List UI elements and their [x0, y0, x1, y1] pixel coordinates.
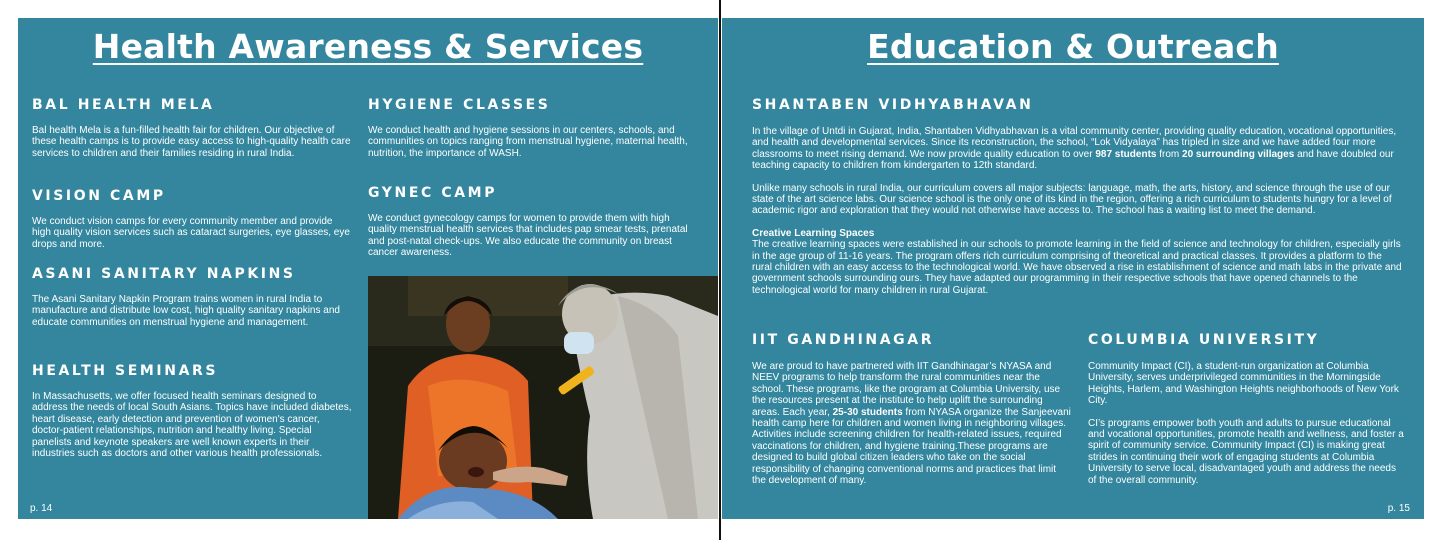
section-paragraph: In the village of Untdi in Gujarat, India, Shantaben Vidhyabhavan is a vital community center, providing quality education, vocational opportunities, and health and developmental services. Since its reconstruction, the school, “Lok Vidyalaya” has tripled in size and we have added four more classrooms to meet rising demand. We now provide quality education to over 987 students from 20 surrounding villages and have doubled our teaching capacity to children from kindergarten to 12th standard.	[752, 126, 1397, 172]
highlight-students: 25-30 students	[832, 406, 903, 418]
section-heading: VISION CAMP	[32, 188, 166, 204]
section-paragraph: Unlike many schools in rural India, our curriculum covers all major subjects: language, math, the arts, history, and science through the use of our state of the art science labs. Our science school is the only one of its kind in the region, offering a rich curriculum to students hungry for a level of academic rigor and exploration that they would not otherwise have access to. The school has a waiting list to meet the demand.	[752, 182, 1392, 217]
section-heading: ASANI SANITARY NAPKINS	[32, 266, 296, 282]
section-body: In Massachusetts, we offer focused health seminars designed to address the needs of local South Asians. Topics have included diabetes, heart disease, early detection and prevention of women's cancer, doctor-patient relationships, nutrition and healthy living. Special panelists and keynote speakers are well known experts in their industries such as doctors and other various health professionals.	[32, 391, 352, 460]
left-page	[18, 18, 718, 519]
section-heading: GYNEC CAMP	[368, 185, 498, 201]
section-vision-camp	[32, 188, 352, 250]
photo-illustration	[368, 276, 718, 519]
section-bal-health-mela	[32, 97, 352, 159]
section-heading: COLUMBIA UNIVERSITY	[1088, 332, 1320, 348]
subsection-heading: Creative Learning Spaces	[752, 227, 875, 239]
section-paragraph: Community Impact (CI), a student-run organization at Columbia University, serves underprivileged communities in the Morningside Heights, Harlem, and Washington Heights neighborhoods of New York City.	[1088, 361, 1399, 407]
page-number: p. 14	[30, 503, 53, 514]
section-paragraph: CI’s programs empower both youth and adults to pursue educational and vocational opportunities, promote health and wellness, and foster a spirit of community service. Community Impact (CI) is making great strides in continuing their work of engaging students at Columbia University to serve local, disadvantaged youth and address the needs of the overall community.	[1088, 417, 1404, 486]
spread-divider	[719, 0, 721, 540]
section-gynec-camp	[368, 185, 688, 259]
section-body: We conduct health and hygiene sessions in our centers, schools, and communities on topics ranging from menstrual hygiene, maternal health, nutrition, the importance of WASH.	[368, 125, 688, 159]
section-health-seminars	[32, 363, 352, 459]
section-heading: HEALTH SEMINARS	[32, 363, 219, 379]
section-heading: HYGIENE CLASSES	[368, 97, 551, 113]
section-body: The Asani Sanitary Napkin Program trains women in rural India to manufacture and distribute low cost, high quality sanitary napkins and educate communities on menstrual hygiene and management.	[32, 294, 340, 328]
highlight-villages: 20 surrounding villages	[1182, 148, 1295, 160]
page-number: p. 15	[1387, 503, 1410, 514]
subsection-body: The creative learning spaces were established in our schools to promote learning in the field of science and technology for children, especially girls in the age group of 11-16 years. The program offers rich curriculum comprising of theoretical and practical classes. It provides a platform to the rural children with an easy access to the technological world. We have observed a rise in establishment of science and math labs in the private and government schools surrounding ours. They have adapted our programming in their respective schools that have opened channels to the technological world for many children in rural Gujarat.	[752, 239, 1402, 296]
section-hygiene-classes	[368, 97, 688, 159]
right-page	[722, 18, 1424, 519]
section-body: We are proud to have partnered with IIT Gandhinagar’s NYASA and NEEV programs to help transform the rural communities near the school. These programs, like the program at Columbia University, use the resources present at the institute to help uplift the surrounding areas. Each year, 25-30 students from NYASA organize the Sanjeevani health camp here for children and women living in neighboring villages. Activities include screening children for health-related issues, required vaccinations for children, and hygiene training.These programs are designed to build global citizen leaders who take on the social responsibility of changing conventional norms and practices that limit the development of many.	[752, 361, 1071, 487]
section-body: We conduct vision camps for every community member and provide high quality vision services such as cataract surgeries, eye glasses, eye drops and more.	[32, 216, 350, 250]
section-body: Bal health Mela is a fun-filled health fair for children. Our objective of these health camps is to provide easy access to high-quality health care services to children and their families residing in rural India.	[32, 125, 351, 159]
section-iit-gandhinagar	[752, 332, 1072, 486]
section-heading: BAL HEALTH MELA	[32, 97, 215, 113]
section-heading: IIT GANDHINAGAR	[752, 332, 935, 348]
health-camp-photo	[368, 276, 718, 519]
page-title: Health Awareness & Services	[92, 27, 644, 66]
section-asani-sanitary-napkins	[32, 266, 352, 328]
highlight-students: 987 students	[1095, 148, 1157, 160]
section-heading: SHANTABEN VIDHYABHAVAN	[752, 97, 1034, 113]
section-shantaben-vidhyabhavan	[752, 97, 1404, 296]
section-body: We conduct gynecology camps for women to provide them with high quality menstrual health services that includes pap smear tests, prenatal and post-natal check-ups. We also educate the community on breast cancer awareness.	[368, 213, 688, 259]
page-title: Education & Outreach	[867, 27, 1279, 66]
section-columbia-university	[1088, 332, 1404, 486]
